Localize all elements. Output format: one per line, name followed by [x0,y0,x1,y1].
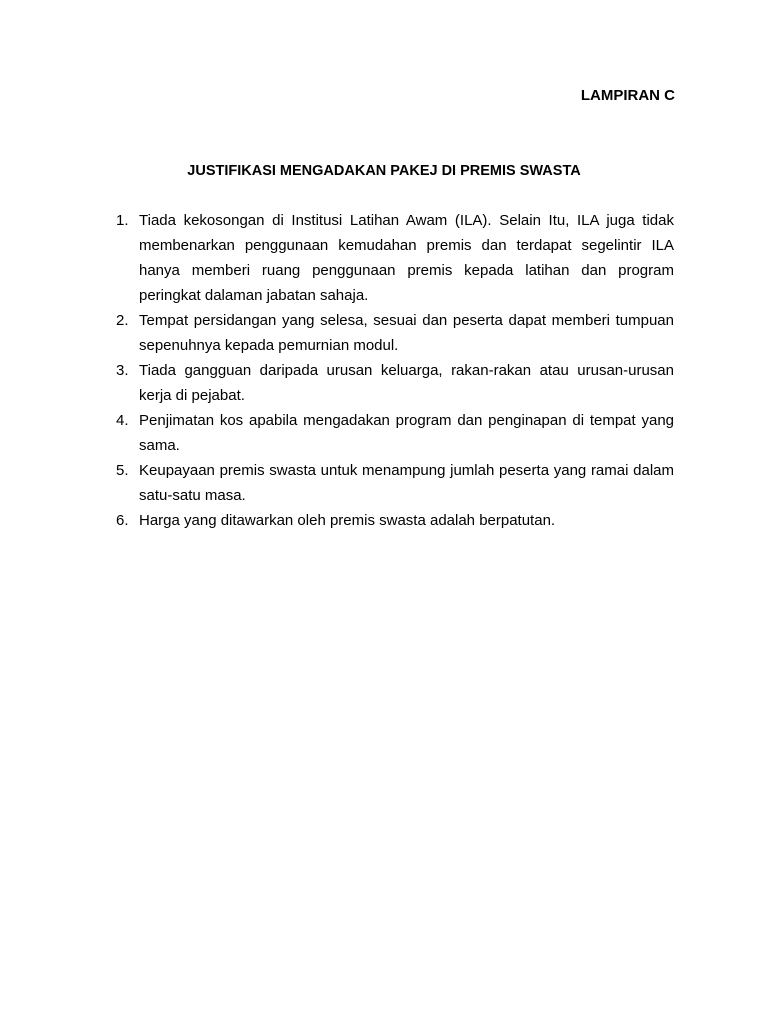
list-item-number: 6. [116,512,129,529]
list-item [94,358,674,408]
list-item [94,408,674,458]
list-item-text: Keupayaan premis swasta untuk menampung jumlah peserta yang ramai dalam satu-satu masa. [139,462,674,504]
list-item [94,508,674,533]
list-item-number: 3. [116,362,129,379]
appendix-label: LAMPIRAN C [580,87,675,104]
list-item-text: Tempat persidangan yang selesa, sesuai dan peserta dapat memberi tumpuan sepenuhnya kepada pemurnian modul. [139,312,674,354]
list-item-text: Harga yang ditawarkan oleh premis swasta adalah berpatutan. [139,512,556,529]
list-item-text: Penjimatan kos apabila mengadakan program dan penginapan di tempat yang sama. [139,412,674,454]
list-item-text: Tiada kekosongan di Institusi Latihan Awam (ILA). Selain Itu, ILA juga tidak membenarkan penggunaan kemudahan premis dan terdapat segelintir ILA hanya memberi ruang penggunaan premis kepada latihan dan program peringkat dalaman jabatan sahaja. [139,212,674,304]
list-item-number: 5. [116,462,129,479]
list-item-number: 2. [116,312,129,329]
list-item [94,458,674,508]
list-item-text: Tiada gangguan daripada urusan keluarga, rakan-rakan atau urusan-urusan kerja di pejabat. [139,362,674,404]
justification-list [94,208,674,533]
list-item-number: 1. [116,212,129,229]
list-item [94,208,674,308]
list-item-number: 4. [116,412,129,429]
list-item [94,308,674,358]
document-title: JUSTIFIKASI MENGADAKAN PAKEJ DI PREMIS SWASTA [187,163,581,179]
